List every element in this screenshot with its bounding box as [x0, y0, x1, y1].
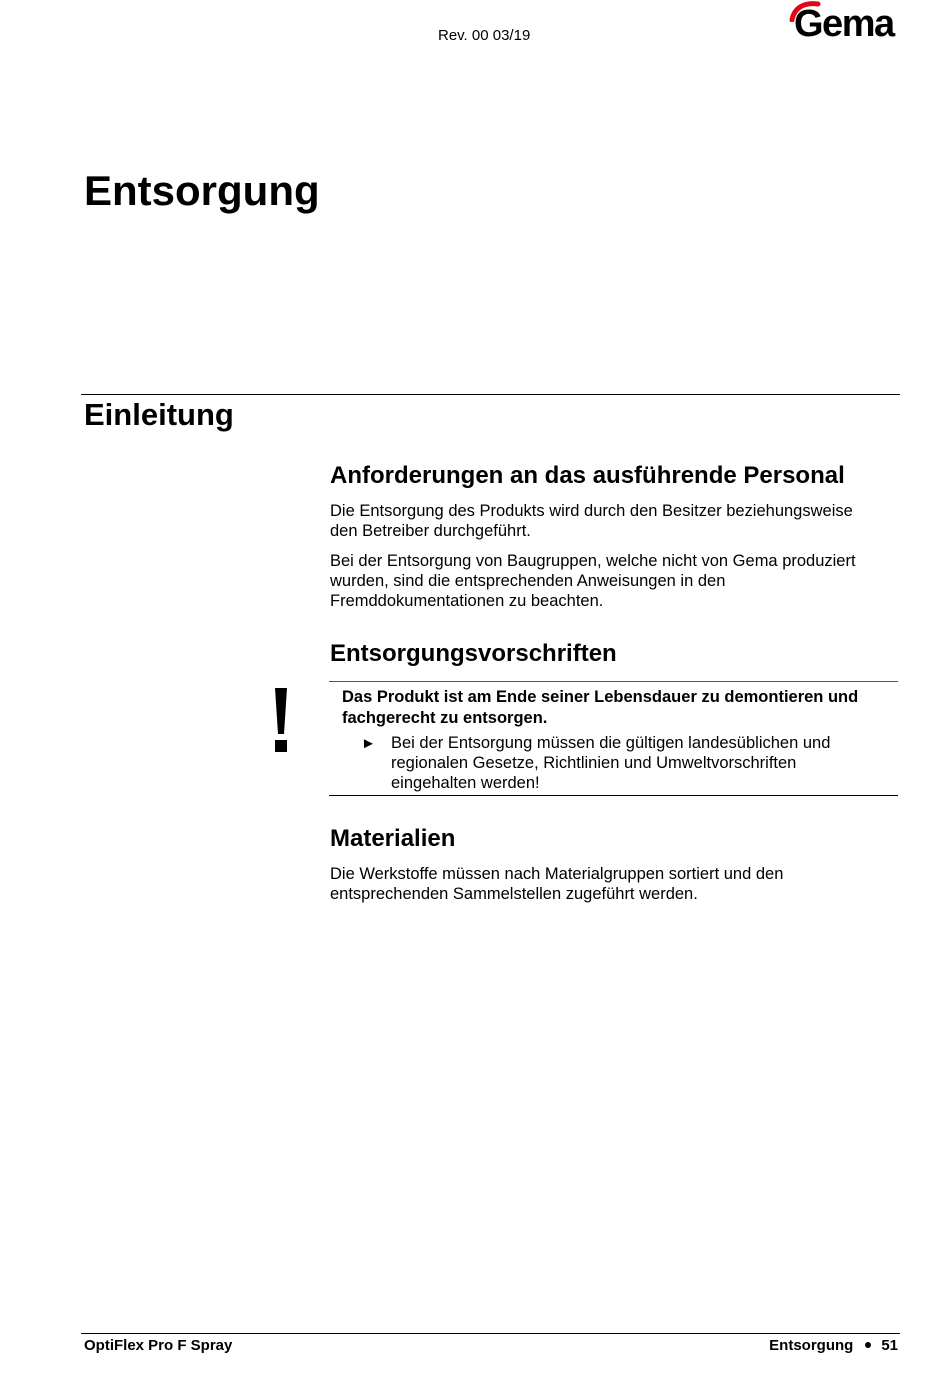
materials-heading: Materialien — [330, 825, 456, 852]
text-line: regionalen Gesetze, Richtlinien und Umweltvorschriften — [391, 754, 797, 772]
text-line: Bei der Entsorgung müssen die gültigen landesüblichen und — [391, 734, 831, 752]
brand-name: Gema — [794, 3, 894, 45]
bullet-text — [391, 733, 891, 793]
text-line: eingehalten werden! — [391, 774, 540, 792]
chapter-title: Entsorgung — [84, 167, 320, 214]
notice-bottom-rule — [329, 795, 898, 796]
text-line: wurden, sind die entsprechenden Anweisungen in den — [330, 572, 726, 590]
notice-top-rule — [329, 681, 898, 682]
personnel-heading: Anforderungen an das ausführende Personal — [330, 462, 845, 489]
exclamation-icon — [270, 686, 292, 754]
footer-chapter-page — [769, 1337, 898, 1354]
bullet-dot-icon — [865, 1342, 871, 1348]
notice-text — [342, 687, 898, 729]
text-line: Bei der Entsorgung von Baugruppen, welche nicht von Gema produziert — [330, 552, 856, 570]
text-line: Fremddokumentationen zu beachten. — [330, 592, 604, 610]
bullet-arrow-icon: ► — [361, 735, 376, 752]
text-line: Die Werkstoffe müssen nach Materialgruppen sortiert und den — [330, 865, 784, 883]
section-title: Einleitung — [84, 397, 234, 432]
gema-logo — [788, 0, 900, 46]
section-divider — [81, 394, 900, 395]
footer-chapter: Entsorgung — [769, 1337, 854, 1354]
footer-product: OptiFlex Pro F Spray — [84, 1337, 233, 1354]
personnel-paragraph-2 — [330, 551, 900, 611]
text-line: entsprechenden Sammelstellen zugeführt werden. — [330, 885, 698, 903]
footer-rule — [81, 1333, 900, 1334]
revision-label: Rev. 00 03/19 — [438, 27, 531, 44]
text-line: fachgerecht zu entsorgen. — [342, 709, 548, 727]
text-line: Das Produkt ist am Ende seiner Lebensdauer zu demontieren und — [342, 688, 859, 706]
text-line: Die Entsorgung des Produkts wird durch den Besitzer beziehungsweise — [330, 502, 853, 520]
materials-paragraph — [330, 864, 900, 904]
regulations-heading: Entsorgungsvorschriften — [330, 640, 617, 667]
page-number: 51 — [881, 1337, 898, 1354]
personnel-paragraph-1 — [330, 501, 900, 541]
text-line: den Betreiber durchgeführt. — [330, 522, 531, 540]
